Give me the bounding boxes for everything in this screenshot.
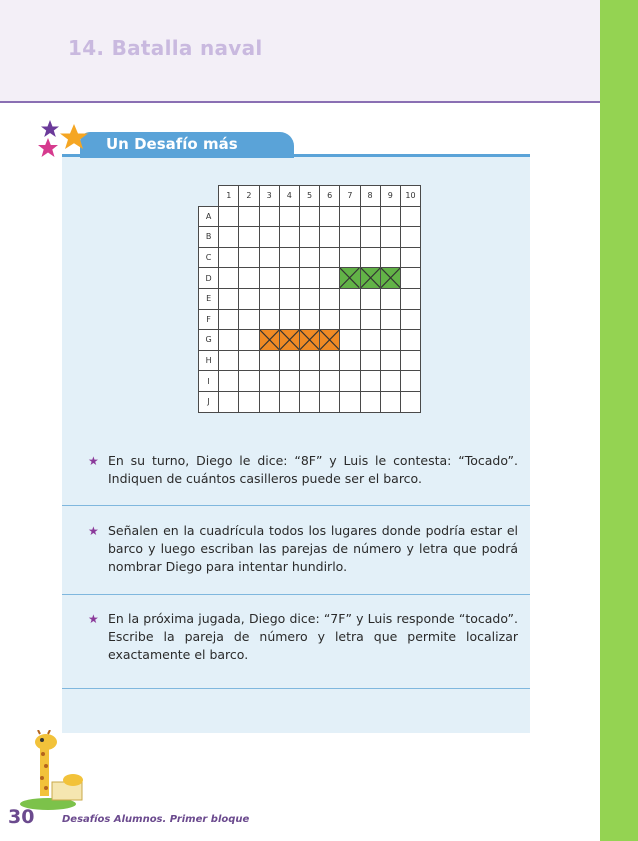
row-header: D bbox=[199, 268, 219, 289]
grid-cell[interactable] bbox=[299, 350, 319, 371]
challenge-tab-label: Un Desafío más bbox=[106, 135, 238, 153]
grid-cell[interactable] bbox=[219, 391, 239, 412]
grid-cell[interactable] bbox=[239, 371, 259, 392]
column-header: 7 bbox=[340, 186, 360, 207]
grid-cell[interactable] bbox=[320, 391, 340, 412]
grid-cell[interactable] bbox=[279, 309, 299, 330]
grid-cell[interactable] bbox=[299, 227, 319, 248]
cross-mark-icon bbox=[300, 330, 319, 350]
grid-cell[interactable] bbox=[340, 350, 360, 371]
grid-cell[interactable] bbox=[320, 288, 340, 309]
grid-cell[interactable] bbox=[320, 309, 340, 330]
grid-cell[interactable] bbox=[340, 309, 360, 330]
grid-cell[interactable] bbox=[219, 330, 239, 351]
grid-cell[interactable] bbox=[239, 391, 259, 412]
side-color-bar bbox=[600, 0, 638, 841]
grid-cell[interactable] bbox=[320, 350, 340, 371]
grid-cell[interactable] bbox=[259, 350, 279, 371]
column-header: 5 bbox=[299, 186, 319, 207]
row-header: H bbox=[199, 350, 219, 371]
grid-cell[interactable] bbox=[299, 247, 319, 268]
grid-cell[interactable] bbox=[239, 288, 259, 309]
grid-cell[interactable] bbox=[219, 309, 239, 330]
grid-cell[interactable] bbox=[400, 206, 420, 227]
grid-cell[interactable] bbox=[400, 309, 420, 330]
divider-3 bbox=[62, 688, 530, 689]
grid-cell[interactable] bbox=[360, 330, 380, 351]
grid-cell[interactable] bbox=[400, 350, 420, 371]
row-header: F bbox=[199, 309, 219, 330]
grid-cell[interactable] bbox=[400, 288, 420, 309]
grid-cell[interactable] bbox=[219, 288, 239, 309]
grid-cell[interactable] bbox=[239, 268, 259, 289]
grid-cell[interactable] bbox=[279, 350, 299, 371]
grid-cell[interactable] bbox=[360, 309, 380, 330]
ship-cell-orange[interactable] bbox=[279, 330, 299, 351]
question-1-text: En su turno, Diego le dice: “8F” y Luis le contesta: “Tocado”. Indiquen de cuántos casilleros puede ser el barco. bbox=[108, 453, 518, 486]
grid-cell[interactable] bbox=[340, 247, 360, 268]
grid-cell[interactable] bbox=[360, 247, 380, 268]
question-3-text: En la próxima jugada, Diego dice: “7F” y Luis responde “tocado”. Escribe la pareja de número y letra que permite localizar exactamente el barco. bbox=[108, 611, 518, 662]
grid-cell[interactable] bbox=[299, 268, 319, 289]
grid-cell[interactable] bbox=[279, 206, 299, 227]
grid-cell[interactable] bbox=[259, 247, 279, 268]
column-header: 1 bbox=[219, 186, 239, 207]
column-header: 3 bbox=[259, 186, 279, 207]
row-header: J bbox=[199, 391, 219, 412]
ship-cell-green[interactable] bbox=[340, 268, 360, 289]
grid-corner bbox=[199, 186, 219, 207]
row-header: I bbox=[199, 371, 219, 392]
grid-cell[interactable] bbox=[320, 371, 340, 392]
grid-cell[interactable] bbox=[400, 268, 420, 289]
row-header: G bbox=[199, 330, 219, 351]
header-divider bbox=[0, 101, 600, 103]
grid-cell[interactable] bbox=[360, 206, 380, 227]
column-header: 6 bbox=[320, 186, 340, 207]
grid-cell[interactable] bbox=[239, 350, 259, 371]
cross-mark-icon bbox=[280, 330, 299, 350]
grid-cell[interactable] bbox=[380, 288, 400, 309]
question-1 bbox=[88, 452, 518, 488]
grid-cell[interactable] bbox=[340, 371, 360, 392]
grid-cell[interactable] bbox=[259, 371, 279, 392]
ship-cell-orange[interactable] bbox=[259, 330, 279, 351]
grid-cell[interactable] bbox=[299, 206, 319, 227]
grid-cell[interactable] bbox=[320, 227, 340, 248]
purple-star-icon bbox=[41, 120, 59, 137]
grid-cell[interactable] bbox=[320, 206, 340, 227]
grid-cell[interactable] bbox=[239, 330, 259, 351]
grid-cell[interactable] bbox=[259, 227, 279, 248]
grid-cell[interactable] bbox=[299, 391, 319, 412]
grid-cell[interactable] bbox=[380, 309, 400, 330]
grid-cell[interactable] bbox=[239, 309, 259, 330]
grid-cell[interactable] bbox=[259, 206, 279, 227]
row-header: B bbox=[199, 227, 219, 248]
grid-cell[interactable] bbox=[279, 227, 299, 248]
grid-cell[interactable] bbox=[340, 206, 360, 227]
ship-cell-green[interactable] bbox=[360, 268, 380, 289]
grid-cell[interactable] bbox=[259, 309, 279, 330]
grid-cell[interactable] bbox=[380, 330, 400, 351]
grid-cell[interactable] bbox=[400, 371, 420, 392]
cross-mark-icon bbox=[260, 330, 279, 350]
star-bullet-icon: ★ bbox=[88, 524, 99, 538]
grid-cell[interactable] bbox=[219, 247, 239, 268]
grid-cell[interactable] bbox=[239, 247, 259, 268]
grid-cell[interactable] bbox=[340, 330, 360, 351]
grid-cell[interactable] bbox=[279, 288, 299, 309]
star-bullet-icon: ★ bbox=[88, 612, 99, 626]
grid-cell[interactable] bbox=[219, 206, 239, 227]
grid-cell[interactable] bbox=[400, 391, 420, 412]
lesson-title: 14. Batalla naval bbox=[68, 36, 263, 60]
grid-cell[interactable] bbox=[340, 288, 360, 309]
row-header: A bbox=[199, 206, 219, 227]
grid-cell[interactable] bbox=[279, 371, 299, 392]
grid-cell[interactable] bbox=[380, 206, 400, 227]
ship-cell-orange[interactable] bbox=[320, 330, 340, 351]
grid-cell[interactable] bbox=[320, 268, 340, 289]
column-header: 9 bbox=[380, 186, 400, 207]
row-header: C bbox=[199, 247, 219, 268]
divider-1 bbox=[62, 505, 530, 506]
row-header: E bbox=[199, 288, 219, 309]
divider-2 bbox=[62, 594, 530, 595]
grid-cell[interactable] bbox=[380, 391, 400, 412]
giraffe-mascot-icon bbox=[18, 730, 88, 810]
column-header: 4 bbox=[279, 186, 299, 207]
cross-mark-icon bbox=[361, 268, 380, 288]
grid-cell[interactable] bbox=[219, 371, 239, 392]
grid-cell[interactable] bbox=[360, 350, 380, 371]
column-header: 10 bbox=[400, 186, 420, 207]
cross-mark-icon bbox=[340, 268, 359, 288]
grid-cell[interactable] bbox=[259, 268, 279, 289]
grid-cell[interactable] bbox=[360, 391, 380, 412]
grid-cell[interactable] bbox=[219, 268, 239, 289]
grid-cell[interactable] bbox=[380, 350, 400, 371]
cross-mark-icon bbox=[381, 268, 400, 288]
grid-cell[interactable] bbox=[239, 227, 259, 248]
question-2 bbox=[88, 522, 518, 576]
stars-icon bbox=[36, 118, 96, 168]
grid-cell[interactable] bbox=[400, 227, 420, 248]
grid-table bbox=[198, 185, 421, 413]
column-header: 2 bbox=[239, 186, 259, 207]
grid-cell[interactable] bbox=[400, 247, 420, 268]
question-3 bbox=[88, 610, 518, 664]
ship-cell-orange[interactable] bbox=[299, 330, 319, 351]
battleship-grid bbox=[198, 185, 421, 413]
grid-cell[interactable] bbox=[299, 288, 319, 309]
cross-mark-icon bbox=[320, 330, 339, 350]
grid-cell[interactable] bbox=[279, 268, 299, 289]
grid-cell[interactable] bbox=[259, 288, 279, 309]
footer-text: Desafíos Alumnos. Primer bloque bbox=[62, 814, 250, 825]
grid-cell[interactable] bbox=[299, 371, 319, 392]
grid-cell[interactable] bbox=[219, 350, 239, 371]
grid-cell[interactable] bbox=[380, 247, 400, 268]
grid-cell[interactable] bbox=[400, 330, 420, 351]
star-bullet-icon: ★ bbox=[88, 454, 99, 468]
orange-star-icon bbox=[60, 124, 88, 149]
column-header: 8 bbox=[360, 186, 380, 207]
page-number: 30 bbox=[8, 806, 35, 828]
grid-cell[interactable] bbox=[380, 371, 400, 392]
pink-star-icon bbox=[38, 138, 58, 157]
grid-cell[interactable] bbox=[320, 247, 340, 268]
grid-cell[interactable] bbox=[360, 371, 380, 392]
grid-cell[interactable] bbox=[360, 227, 380, 248]
grid-cell[interactable] bbox=[299, 309, 319, 330]
grid-cell[interactable] bbox=[380, 227, 400, 248]
grid-cell[interactable] bbox=[340, 391, 360, 412]
grid-cell[interactable] bbox=[259, 391, 279, 412]
grid-cell[interactable] bbox=[219, 227, 239, 248]
grid-cell[interactable] bbox=[279, 391, 299, 412]
grid-cell[interactable] bbox=[239, 206, 259, 227]
grid-cell[interactable] bbox=[360, 288, 380, 309]
ship-cell-green[interactable] bbox=[380, 268, 400, 289]
question-2-text: Señalen en la cuadrícula todos los lugares donde podría estar el barco y luego escriban las parejas de número y letra que podrá nombrar Diego para intentar hundirlo. bbox=[108, 523, 518, 574]
grid-cell[interactable] bbox=[279, 247, 299, 268]
grid-cell[interactable] bbox=[340, 227, 360, 248]
